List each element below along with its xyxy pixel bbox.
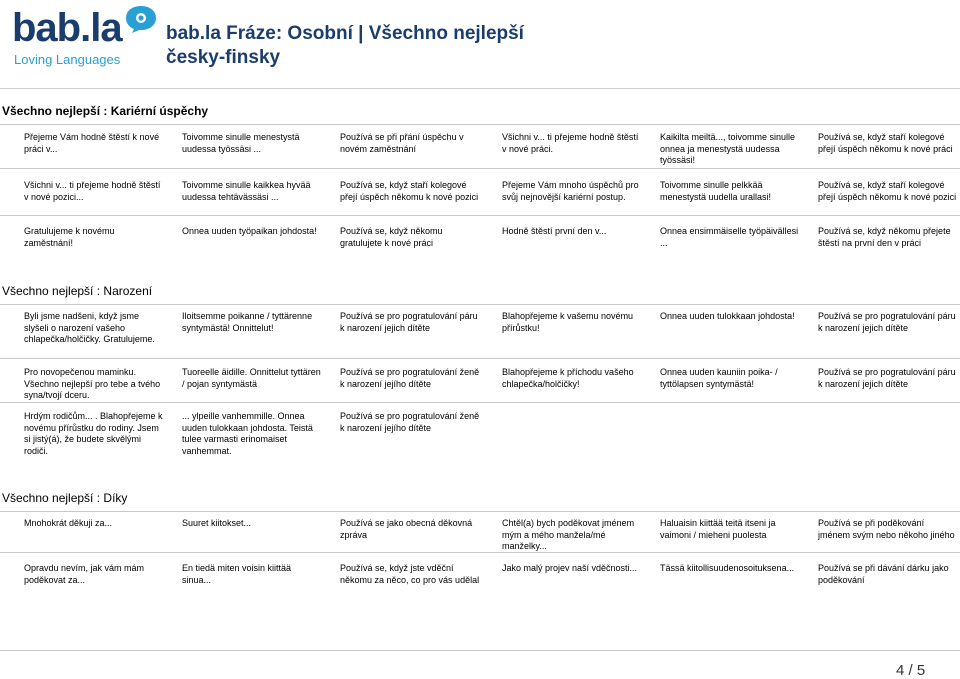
row-divider xyxy=(0,215,960,216)
logo-wordmark: bab.la xyxy=(12,6,122,50)
phrase-czech: Onnea uuden työpaikan johdosta! xyxy=(182,226,317,236)
phrase-usage-note: Používá se pro pogratulování páru k narození jejich dítěte xyxy=(818,311,956,333)
phrase-finnish: Blahopřejeme k příchodu vašeho chlapečka/holčičky! xyxy=(502,367,634,389)
section-divider xyxy=(0,304,960,305)
phrase-czech: En tiedä miten voisin kiittää sinua... xyxy=(182,563,292,585)
phrase-czech: Toivomme sinulle menestystä uudessa työssäsi ... xyxy=(182,132,300,154)
phrase-finnish: Kaikilta meiltä..., toivomme sinulle onnea ja menestystä uudessa työssäsi! xyxy=(660,132,796,165)
footer-divider xyxy=(0,650,960,651)
phrase-czech: Byli jsme nadšeni, když jsme slyšeli o narození vašeho chlapečka/holčičky. Gratulujeme. xyxy=(24,311,155,344)
phrase-czech: Pro novopečenou maminku. Všechno nejlepší pro tebe a tvého syna/tvojí dceru. xyxy=(24,367,161,400)
phrase-finnish: Hodně štěstí první den v... xyxy=(502,226,607,236)
row-divider xyxy=(0,552,960,553)
phrase-finnish: Všichni v... ti přejeme hodně štěstí v nové práci. xyxy=(502,132,639,154)
phrase-usage-note: Používá se, když staří kolegové přejí úspěch někomu k nové pozici xyxy=(340,180,479,202)
phrase-finnish: Onnea uuden kauniin poika- / tyttölapsen syntymästä! xyxy=(660,367,778,389)
phrase-czech: Všichni v... ti přejeme hodně štěstí v nové pozici... xyxy=(24,180,161,202)
phrase-czech: Opravdu nevím, jak vám mám poděkovat za... xyxy=(24,563,145,585)
phrase-finnish: Tässä kiitollisuudenosoituksena... xyxy=(660,563,795,573)
phrase-finnish: Onnea ensimmäiselle työpäivällesi ... xyxy=(660,226,799,248)
phrase-usage-note: Používá se, když staří kolegové přejí úspěch někomu k nové práci xyxy=(818,132,953,154)
phrase-finnish: Přejeme Vám mnoho úspěchů pro svůj nejnovější kariérní postup. xyxy=(502,180,639,202)
header-divider xyxy=(0,88,960,89)
phrase-czech: Suuret kiitokset... xyxy=(182,518,252,528)
phrase-usage-note: Používá se, když staří kolegové přejí úspěch někomu k nové pozici xyxy=(818,180,957,202)
row-divider xyxy=(0,402,960,403)
page-header xyxy=(0,0,960,80)
phrase-finnish: Haluaisin kiittää teitä itseni ja vaimoni / mieheni puolesta xyxy=(660,518,776,540)
row-divider xyxy=(0,168,960,169)
section-title: Všechno nejlepší : Narození xyxy=(2,284,153,298)
section-title: Všechno nejlepší : Díky xyxy=(2,491,128,505)
phrase-usage-note: Používá se, když jste vděční někomu za něco, co pro vás udělal xyxy=(340,563,480,585)
phrase-usage-note: Používá se pro pogratulování ženě k narození jejího dítěte xyxy=(340,411,480,433)
phrase-finnish: Chtěl(a) bych poděkovat jménem mým a mého manžela/mé manželky... xyxy=(502,518,635,551)
phrase-czech: Toivomme sinulle kaikkea hyvää uudessa tehtävässäsi ... xyxy=(182,180,311,202)
phrase-finnish: Onnea uuden tulokkaan johdosta! xyxy=(660,311,795,321)
phrase-usage-note: Používá se, když někomu přejete štěstí na první den v práci xyxy=(818,226,951,248)
phrase-usage-note: Používá se jako obecná děkovná zpráva xyxy=(340,518,473,540)
phrase-usage-note: Používá se při poděkování jménem svým nebo někoho jiného xyxy=(818,518,955,540)
phrase-czech: ... ylpeille vanhemmille. Onnea uuden tulokkaan johdosta. Teistä tulee varmasti erinomaiset vanhemmat. xyxy=(182,411,313,456)
phrase-usage-note: Používá se pro pogratulování páru k narození jejich dítěte xyxy=(818,367,956,389)
page-title: bab.la Fráze: Osobní | Všechno nejlepší česky-finsky xyxy=(166,23,524,68)
logo-tagline: Loving Languages xyxy=(14,52,121,67)
speech-bubble-icon xyxy=(124,4,158,34)
page-number: 4 / 5 xyxy=(896,662,926,679)
row-divider xyxy=(0,358,960,359)
phrase-usage-note: Používá se při přání úspěchu v novém zaměstnání xyxy=(340,132,464,154)
phrase-czech: Přejeme Vám hodně štěstí k nové práci v... xyxy=(24,132,160,154)
phrase-finnish: Jako malý projev naší vděčnosti... xyxy=(502,563,638,573)
phrase-czech: Tuoreelle äidille. Onnittelut tyttären / pojan syntymästä xyxy=(182,367,321,389)
section-divider xyxy=(0,511,960,512)
phrase-czech: Mnohokrát děkuji za... xyxy=(24,518,113,528)
section-title: Všechno nejlepší : Kariérní úspěchy xyxy=(2,104,209,118)
phrase-czech: Iloitsemme poikanne / tyttärenne syntymästä! Onnittelut! xyxy=(182,311,313,333)
phrase-usage-note: Používá se, když někomu gratulujete k nové práci xyxy=(340,226,443,248)
phrase-usage-note: Používá se při dávání dárku jako poděkování xyxy=(818,563,949,585)
phrase-czech: Hrdým rodičům... . Blahopřejeme k novému přírůstku do rodiny. Jsem si jistý(á), že budete skvělými rodiči. xyxy=(24,411,163,456)
babla-logo[interactable] xyxy=(12,2,152,68)
section-divider xyxy=(0,124,960,125)
phrase-finnish: Toivomme sinulle pelkkää menestystä uudella urallasi! xyxy=(660,180,772,202)
phrase-usage-note: Používá se pro pogratulování ženě k narození jejího dítěte xyxy=(340,367,480,389)
phrase-usage-note: Používá se pro pogratulování páru k narození jejich dítěte xyxy=(340,311,478,333)
phrase-finnish: Blahopřejeme k vašemu novému přírůstku! xyxy=(502,311,634,333)
phrase-czech: Gratulujeme k novému zaměstnání! xyxy=(24,226,115,248)
